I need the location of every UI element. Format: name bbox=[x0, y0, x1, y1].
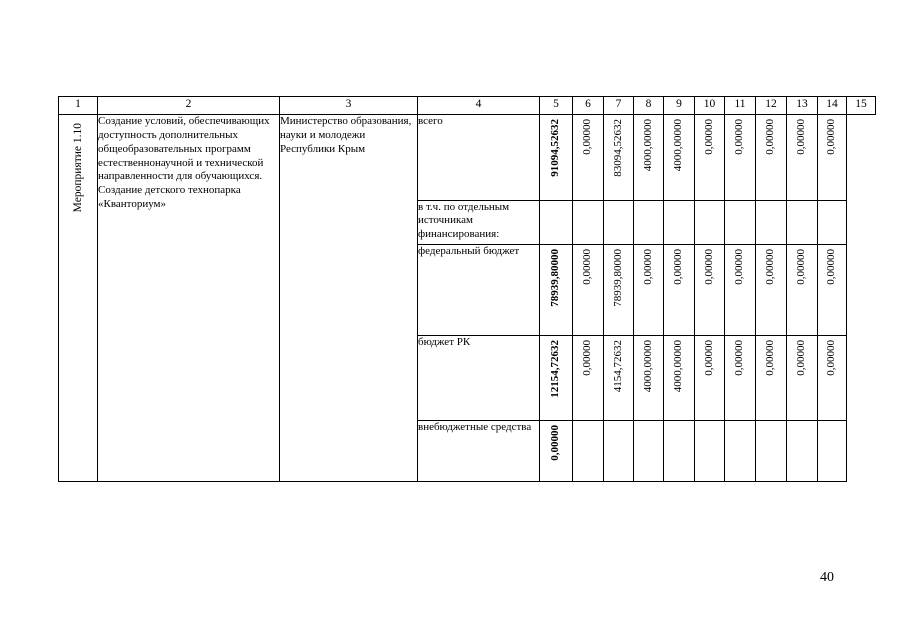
col-header: 15 bbox=[847, 97, 876, 115]
value-cell bbox=[634, 335, 664, 420]
value-cell bbox=[818, 245, 847, 335]
value: 4000,00000 bbox=[672, 119, 685, 172]
value-cell bbox=[540, 115, 573, 200]
value: 0,00000 bbox=[795, 249, 808, 286]
row-label: бюджет РК bbox=[418, 335, 540, 420]
page-number: 40 bbox=[820, 570, 834, 585]
value-cell bbox=[604, 335, 634, 420]
value-cell bbox=[540, 245, 573, 335]
value: 4000,00000 bbox=[641, 119, 654, 172]
value-cell bbox=[664, 245, 695, 335]
value-cell bbox=[540, 335, 573, 420]
value-cell bbox=[725, 200, 756, 245]
value-cell bbox=[634, 115, 664, 200]
value-cell bbox=[818, 335, 847, 420]
value-cell bbox=[634, 200, 664, 245]
value-cell bbox=[695, 335, 725, 420]
col-header: 14 bbox=[818, 97, 847, 115]
value: 0,00000 bbox=[825, 339, 838, 376]
value-cell bbox=[787, 335, 818, 420]
row-label: внебюджетные средства bbox=[418, 421, 540, 482]
value: 0,00000 bbox=[702, 119, 715, 156]
value: 0,00000 bbox=[702, 249, 715, 286]
value-cell bbox=[818, 421, 847, 482]
header-row bbox=[59, 97, 876, 115]
row-label: в т.ч. по отдельным источникам финансирования: bbox=[418, 200, 540, 245]
value: 0,00000 bbox=[581, 119, 594, 156]
col-header: 8 bbox=[634, 97, 664, 115]
row-label: федеральный бюджет bbox=[418, 245, 540, 335]
value-cell bbox=[725, 335, 756, 420]
col-header: 2 bbox=[98, 97, 280, 115]
value-cell bbox=[634, 245, 664, 335]
col-header: 6 bbox=[573, 97, 604, 115]
col-header: 3 bbox=[280, 97, 418, 115]
value: 0,00000 bbox=[764, 249, 777, 286]
value: 4000,00000 bbox=[672, 339, 685, 392]
value-cell bbox=[725, 245, 756, 335]
value-cell bbox=[664, 421, 695, 482]
value: 0,00000 bbox=[641, 249, 654, 286]
value-cell bbox=[664, 335, 695, 420]
value-cell bbox=[695, 200, 725, 245]
value: 0,00000 bbox=[733, 119, 746, 156]
value-cell bbox=[634, 421, 664, 482]
value-cell bbox=[664, 200, 695, 245]
value: 0,00000 bbox=[764, 339, 777, 376]
value-cell bbox=[664, 115, 695, 200]
value: 0,00000 bbox=[581, 339, 594, 376]
value: 0,00000 bbox=[733, 249, 746, 286]
value-cell bbox=[787, 245, 818, 335]
value-cell bbox=[787, 115, 818, 200]
value-cell bbox=[573, 245, 604, 335]
value-cell bbox=[787, 200, 818, 245]
table-row-total bbox=[59, 115, 876, 200]
col-header: 5 bbox=[540, 97, 573, 115]
value: 0,00000 bbox=[795, 119, 808, 156]
col-header: 11 bbox=[725, 97, 756, 115]
value: 78939,80000 bbox=[611, 249, 624, 308]
col-header: 7 bbox=[604, 97, 634, 115]
col-header: 1 bbox=[59, 97, 98, 115]
value-cell bbox=[695, 115, 725, 200]
value-cell bbox=[604, 245, 634, 335]
value-cell bbox=[756, 335, 787, 420]
value-cell bbox=[604, 115, 634, 200]
value: 0,00000 bbox=[581, 249, 594, 286]
value: 83094,52632 bbox=[611, 119, 624, 178]
value-cell bbox=[573, 421, 604, 482]
value: 91094,52632 bbox=[549, 119, 562, 178]
col-header: 9 bbox=[664, 97, 695, 115]
value-cell bbox=[604, 200, 634, 245]
value-cell bbox=[604, 421, 634, 482]
col-header: 13 bbox=[787, 97, 818, 115]
value: 0,00000 bbox=[825, 249, 838, 286]
value-cell bbox=[725, 115, 756, 200]
value-cell bbox=[540, 421, 573, 482]
value-cell bbox=[756, 115, 787, 200]
value: 4000,00000 bbox=[641, 339, 654, 392]
value-cell bbox=[818, 115, 847, 200]
measure-executor: Министерство образования, науки и молодежи Республики Крым bbox=[280, 115, 418, 482]
value: 0,00000 bbox=[549, 425, 562, 461]
value: 0,00000 bbox=[733, 339, 746, 376]
value-cell bbox=[695, 245, 725, 335]
value: 12154,72632 bbox=[549, 339, 562, 398]
measure-name: Мероприятие 1.10 bbox=[71, 123, 84, 213]
value-cell bbox=[540, 200, 573, 245]
value: 0,00000 bbox=[702, 339, 715, 376]
value: 78939,80000 bbox=[549, 249, 562, 308]
value-cell bbox=[787, 421, 818, 482]
budget-table bbox=[58, 96, 876, 482]
value-cell bbox=[573, 200, 604, 245]
value-cell bbox=[756, 245, 787, 335]
value-cell bbox=[573, 115, 604, 200]
row-label: всего bbox=[418, 115, 540, 200]
col-header: 4 bbox=[418, 97, 540, 115]
value: 0,00000 bbox=[764, 119, 777, 156]
value: 0,00000 bbox=[672, 249, 685, 286]
value-cell bbox=[695, 421, 725, 482]
value-cell bbox=[573, 335, 604, 420]
value-cell bbox=[756, 421, 787, 482]
value: 0,00000 bbox=[795, 339, 808, 376]
value-cell bbox=[818, 200, 847, 245]
measure-name-cell bbox=[59, 115, 98, 482]
value-cell bbox=[756, 200, 787, 245]
value: 4154,72632 bbox=[611, 339, 624, 392]
value-cell bbox=[725, 421, 756, 482]
measure-description: Создание условий, обеспечивающих доступность дополнительных общеобразовательных программ естественнонаучной и технической направленности для обучающихся. Создание детского технопарка «Кванториум» bbox=[98, 115, 280, 482]
value: 0,00000 bbox=[825, 119, 838, 156]
col-header: 10 bbox=[695, 97, 725, 115]
col-header: 12 bbox=[756, 97, 787, 115]
